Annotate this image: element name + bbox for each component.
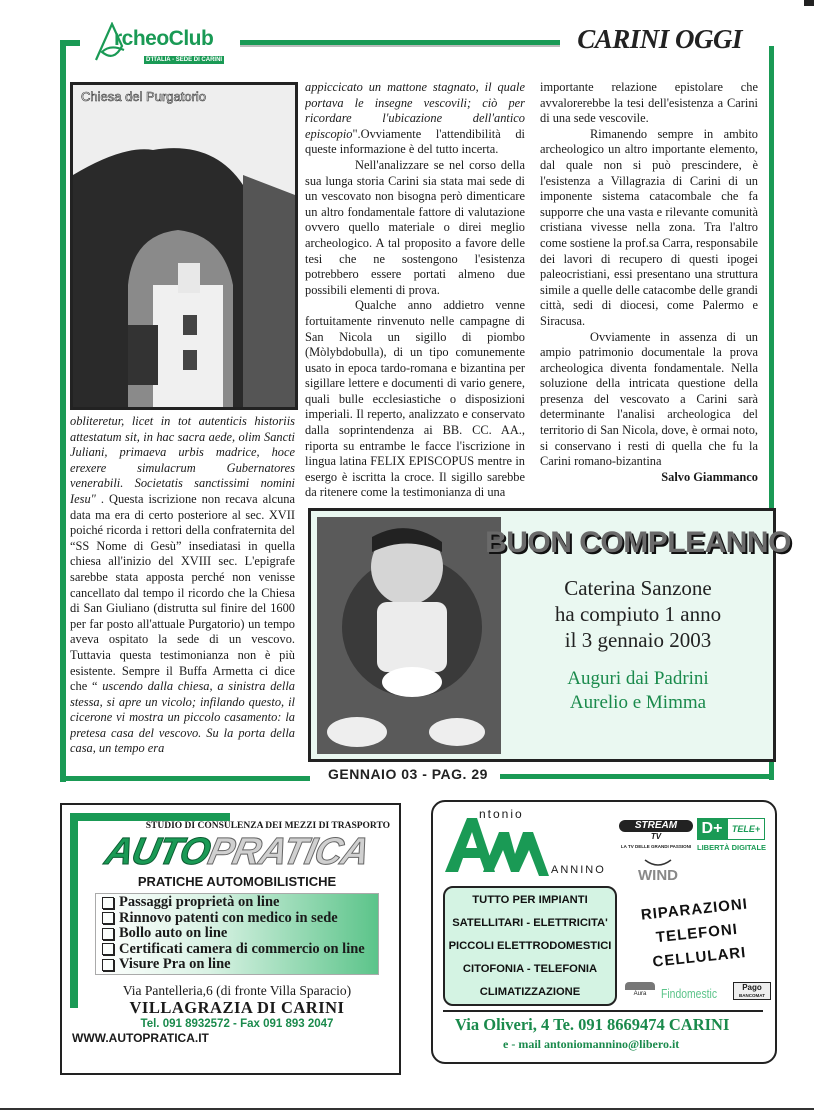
service-item [96,895,378,911]
article-paragraph: Ovviamente in assenza di un ampio patrimonio documentale la prova archeologica diventa fondamentale. Nella soluzione della intricata questione della presenza del vescovato a Carini sarà determinante l'analisi archeologica del territorio di San Nicola, dove, è ormai noto, si conservano i resti di quella che fu la Carini romano-bizantina [540,329,758,469]
stream-tv: TV [650,832,662,841]
service-item [96,926,378,942]
ad-divider [443,1010,763,1012]
service-line: TUTTO PER IMPIANTI [472,893,588,906]
frame-bottom-right-bar [500,774,774,779]
service-label: Certificati camera di commercio on line [119,940,365,957]
services-checklist [95,893,379,975]
service-line: CITOFONIA - TELEFONIA [462,963,598,976]
birthday-name: Caterina Sanzone [564,576,712,600]
brand-pratica: PRATICA [204,831,373,873]
checkbox-icon [102,928,114,940]
birthday-announcement [308,508,791,762]
article-paragraph [305,80,525,158]
latin-inscription: obliteretur, licet in tot autenticis historiis attestatum sit, in hac sacra aede, olim Sancti Juliani, primaeva urbis madrice, hoce erexere simulacrum Gubernatores venerabili. Societatis sanctissimi nomini Iesu" [70,414,295,506]
ad-phone: Tel. 091 8932572 - Fax 091 893 2047 [140,1017,334,1030]
dplus-tagline: LIBERTÀ DIGITALE [697,843,767,852]
repairs-text [622,891,773,978]
birthday-wishes: Auguri dai Padrini [567,668,709,689]
ad-green-left-bar [70,813,78,1008]
mannino-email: e - mail antoniomannino@libero.it [503,1037,680,1051]
name-mannino: ANNINO [551,864,606,876]
pago-name: Pago [742,983,762,992]
dplus-logo [697,818,765,852]
teleplus-mark: TELE+ [727,818,765,840]
article-paragraph: Rimanendo sempre in ambito archeologico un altro importante elemento, dal quale non si può prescindere, è l'esistenza a Villagrazia di Carini di un imponente sistema catacombale che fa supporre che una vasta e rilevante comunità cristiana vivesse nella zona. Tra l'altro come sostiene la prof.sa Carra, responsabile dei lavori di recupero di questi ipogei paleocristiani, essi presentano una struttura simile a quelle delle catacombe delle grandi città, sedi di diocesi, come Palermo e Siracusa. [540,126,758,328]
church-arch-image [73,85,295,407]
aura-name: Aura [633,991,647,997]
frame-bottom-left-bar [60,776,310,781]
magazine-title: CARINI OGGI [577,24,742,54]
quote-text: appiccicato un mattone stagnato, il quale portava le insegne vescovili; ciò per ricordare l'ubicazione dell'antico episcopio [305,80,525,141]
repairs-line: TELEFONI [655,920,739,947]
ad-subtitle: PRATICHE AUTOMOBILISTICHE [137,874,337,889]
archeoclub-subtitle: D'ITALIA - SEDE DI CARINI [146,57,223,63]
repairs-line: CELLULARI [651,944,748,971]
aura-logo [625,982,655,998]
bancomat-name: BANCOMAT [739,993,765,998]
wind-logo [631,858,685,884]
baby-photo [317,517,501,754]
ad-town: VILLAGRAZIA DI CARINI [129,997,345,1017]
article-column-3 [540,80,758,500]
service-label: Bollo auto on line [119,925,228,941]
services-box [443,886,617,1006]
birthday-date: il 3 gennaio 2003 [564,628,712,652]
article-paragraph: Qualche anno addietro venne fortuitamente rinvenuto nelle campagne di San Nicola un sigillo di piombo (Mòlybdobulla), di un tipo comunemente usato in epoca tardo-romana e bizantina per sigillare lettere e documenti di vario genere, quali bulle ecclesiastiche o disposizioni imperiali. Il reperto, analizzato e conservato dalla soprintendenza ai BB. CC. AA., riporta su entrambe le facce l'iscrizione in lingua latina FELIX EPISCOPUS mentre in esergo è iscritta la croce. Il sigillo sarebbe da ritenere come la testimonianza di una [305,298,525,500]
article-column-1 [70,414,295,770]
service-label: Passaggi proprietà on line [119,894,280,910]
stream-name: STREAM [619,820,693,832]
birthday-age: ha compiuto 1 anno [554,602,722,626]
aura-mark-icon [625,982,655,990]
service-line: SATELLITARI - ELETTRICITA' [452,916,608,929]
photo-caption: Chiesa del Purgatorio [81,89,207,104]
mannino-logo [443,808,613,882]
frame-top-left-bar [60,40,80,46]
checkbox-icon [102,897,114,909]
ad-tagline: STUDIO DI CONSULENZA DEI MEZZI DI TRASPORTO [145,821,390,831]
archeoclub-logo [92,22,232,68]
church-photo [70,82,298,410]
ad-autopratica [60,803,401,1075]
service-item [96,957,378,973]
archeoclub-name: rcheoClub [114,27,214,50]
repairs-line: RIPARAZIONI [640,895,749,924]
service-line: PICCOLI ELETTRODOMESTICI [448,939,612,952]
article-paragraph [70,414,295,757]
article-paragraph: importante relazione epistolare che avvalorerebbe la tesi dell'esistenza a Carini di una sede vescovile. [540,80,758,126]
ad-mannino [431,800,777,1064]
brand-auto: AUTO [101,831,214,873]
scan-corner-mark [804,0,814,6]
service-item [96,942,378,958]
mannino-address: Via Oliveri, 4 Te. 091 8669474 CARINI [455,1015,730,1034]
article-author: Salvo Giammanco [661,469,758,484]
article-column-2 [305,80,525,500]
service-line: CLIMATIZZAZIONE [479,986,581,999]
autopratica-logo [102,832,373,872]
stream-logo [619,820,693,850]
article-paragraph: Nell'analizzare se nel corso della sua lunga storia Carini sia stata mai sede di un vescovato non bisogna però dimenticare un altro fondamentale fattore di valutazione ovvero quello materiale o direi meglio archeologico. A tal proposito a favore delle tesi che ne sostengono l'esistenza potrebbero essere portati almeno due possibili elementi di prova. [305,157,525,297]
stream-tagline: LA TV DELLE GRANDI PASSIONI [620,844,692,849]
service-label: Rinnovo patenti con medico in sede [119,909,338,926]
checkbox-icon [102,959,114,971]
ad-address: Via Pantelleria,6 (di fronte Villa Sparacio) [122,982,352,998]
frame-top-bar [240,40,560,45]
page-footer-label: GENNAIO 03 - PAG. 29 [322,766,494,782]
frame-left-bar [60,42,66,782]
paragraph-text: . Questa iscrizione non recava alcuna data ma era di certo posteriore al sec. XVII poiché ricorda i rettori della confraternita del “SS Nome di Gesù” insediatasi in quella chiesa all'inizio del XVIII sec. L'epigrafe sarebbe stata apposta perché non venisse cancellato dal tempo il ricordo che la Chiesa di San Giuliano (distrutta sul finire del 1600 per far posto all'attuale Purgatorio) un tempo aveva ospitato la sede di un vescovo. Tuttavia questa testimonianza non è più esistente. Sempre il Buffa Armetta ci dice che “ [70,491,295,694]
checkbox-icon [102,912,114,924]
birthday-text-block [485,525,791,751]
findomestic-logo: Findomestic [661,986,718,1001]
name-antonio: ntonio [479,807,524,821]
wind-name: WIND [638,867,678,884]
ad-autopratica-content [72,817,390,1069]
scan-bottom-line [0,1108,814,1110]
dplus-mark: D+ [697,818,727,840]
ad-website: WWW.AUTOPRATICA.IT [72,1030,209,1045]
birthday-title: BUON COMPLEANNO [485,526,791,559]
quote-text: uscendo dalla chiesa, a sinistra della stessa, si apre un vicolo; infilando questo, il cicerone vi mostra un piccolo casamento: la pretesa casa del vescovo. Su la porta della casa, un tempo era [70,679,295,756]
service-label: Visure Pra on line [119,956,231,972]
birthday-godparents: Aurelio e Mimma [569,692,707,713]
checkbox-icon [102,943,114,955]
baby-image [317,517,501,754]
service-item [96,911,378,927]
pagobancomat-logo [733,982,771,1000]
paragraph-text: ".Ovviamente l'attendibilità di queste informazione è del tutto incerta. [305,126,525,157]
